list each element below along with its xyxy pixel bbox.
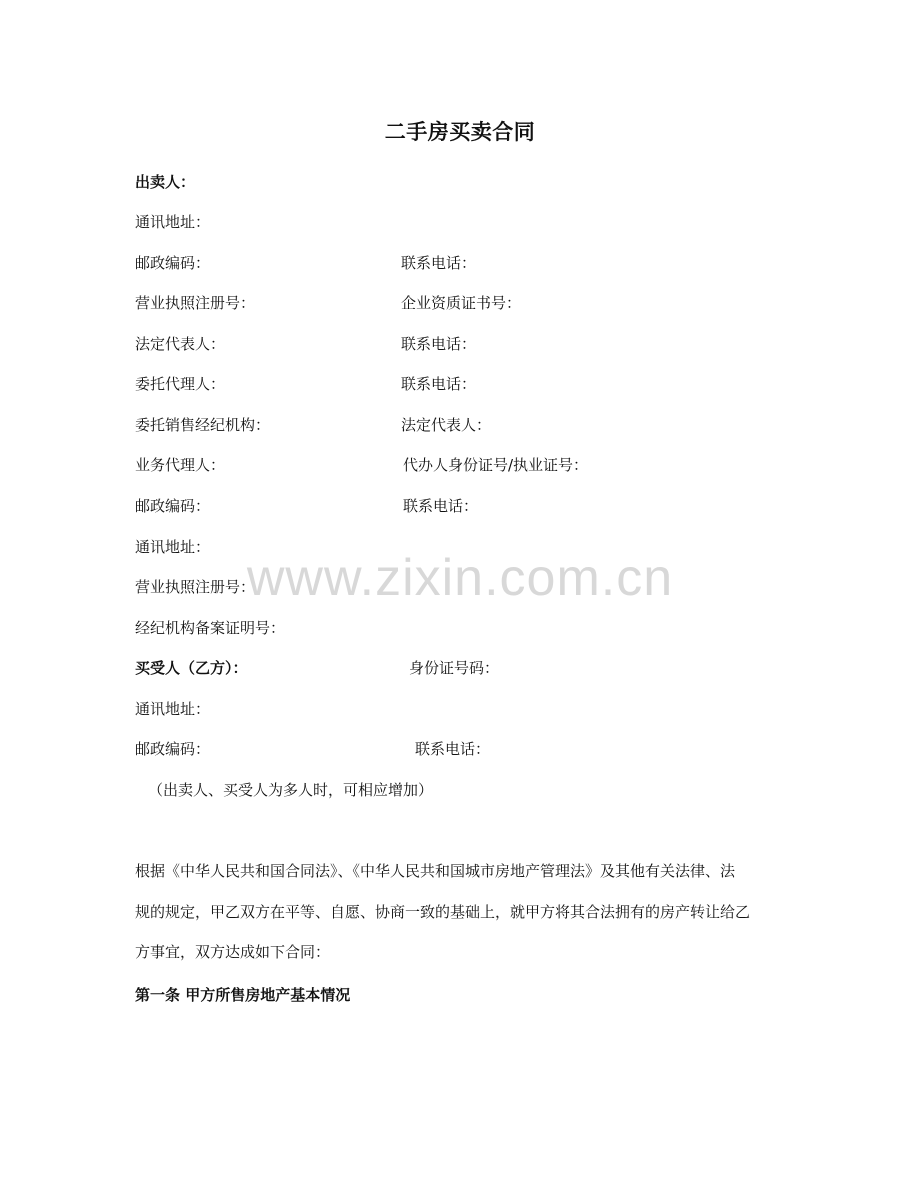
preamble-paragraph (135, 851, 790, 973)
broker-legal-rep-label: 法定代表人： (401, 416, 492, 434)
broker-license-label: 营业执照注册号： (135, 578, 256, 596)
multi-party-note: （出卖人、买受人为多人时，可相应增加） (148, 781, 434, 799)
broker-business-agent-label: 业务代理人： (135, 456, 226, 474)
seller-legal-rep-phone-label: 联系电话： (401, 335, 477, 353)
preamble-line: 规的规定，甲乙双方在平等、自愿、协商一致的基础上，就甲方将其合法拥有的房产转让给乙 (135, 902, 751, 921)
buyer-phone-label: 联系电话： (415, 740, 491, 758)
broker-filing-label: 经纪机构备案证明号： (135, 619, 286, 637)
seller-agent-phone-label: 联系电话： (401, 375, 477, 393)
buyer-heading: 买受人（乙方）： (135, 659, 248, 677)
seller-heading: 出卖人： (135, 173, 196, 191)
watermark: www.zixin.com.cn (246, 549, 674, 607)
preamble-line: 方事宜，双方达成如下合同： (135, 943, 331, 961)
broker-address-label: 通讯地址： (135, 538, 211, 556)
preamble-line: 根据《中华人民共和国合同法》、《中华人民共和国城市房地产管理法》及其他有关法律、法 (135, 862, 736, 880)
buyer-address-label: 通讯地址： (135, 700, 211, 718)
seller-postcode-label: 邮政编码： (135, 254, 211, 272)
buyer-postcode-label: 邮政编码： (135, 740, 211, 758)
broker-postcode-label: 邮政编码： (135, 497, 211, 515)
buyer-id-label: 身份证号码： (409, 659, 500, 677)
seller-license-label: 营业执照注册号： (135, 294, 256, 312)
seller-phone-label: 联系电话： (401, 254, 477, 272)
seller-qualification-label: 企业资质证书号： (401, 294, 522, 312)
broker-agency-label: 委托销售经纪机构： (135, 416, 271, 434)
article-1-heading: 第一条 甲方所售房地产基本情况 (135, 986, 351, 1004)
document-title: 二手房买卖合同 (384, 120, 536, 144)
seller-legal-rep-label: 法定代表人： (135, 335, 226, 353)
seller-agent-label: 委托代理人： (135, 375, 226, 393)
seller-address-label: 通讯地址： (135, 213, 211, 231)
broker-agent-id-label: 代办人身份证号/执业证号： (403, 456, 589, 474)
broker-phone-label: 联系电话： (403, 497, 479, 515)
